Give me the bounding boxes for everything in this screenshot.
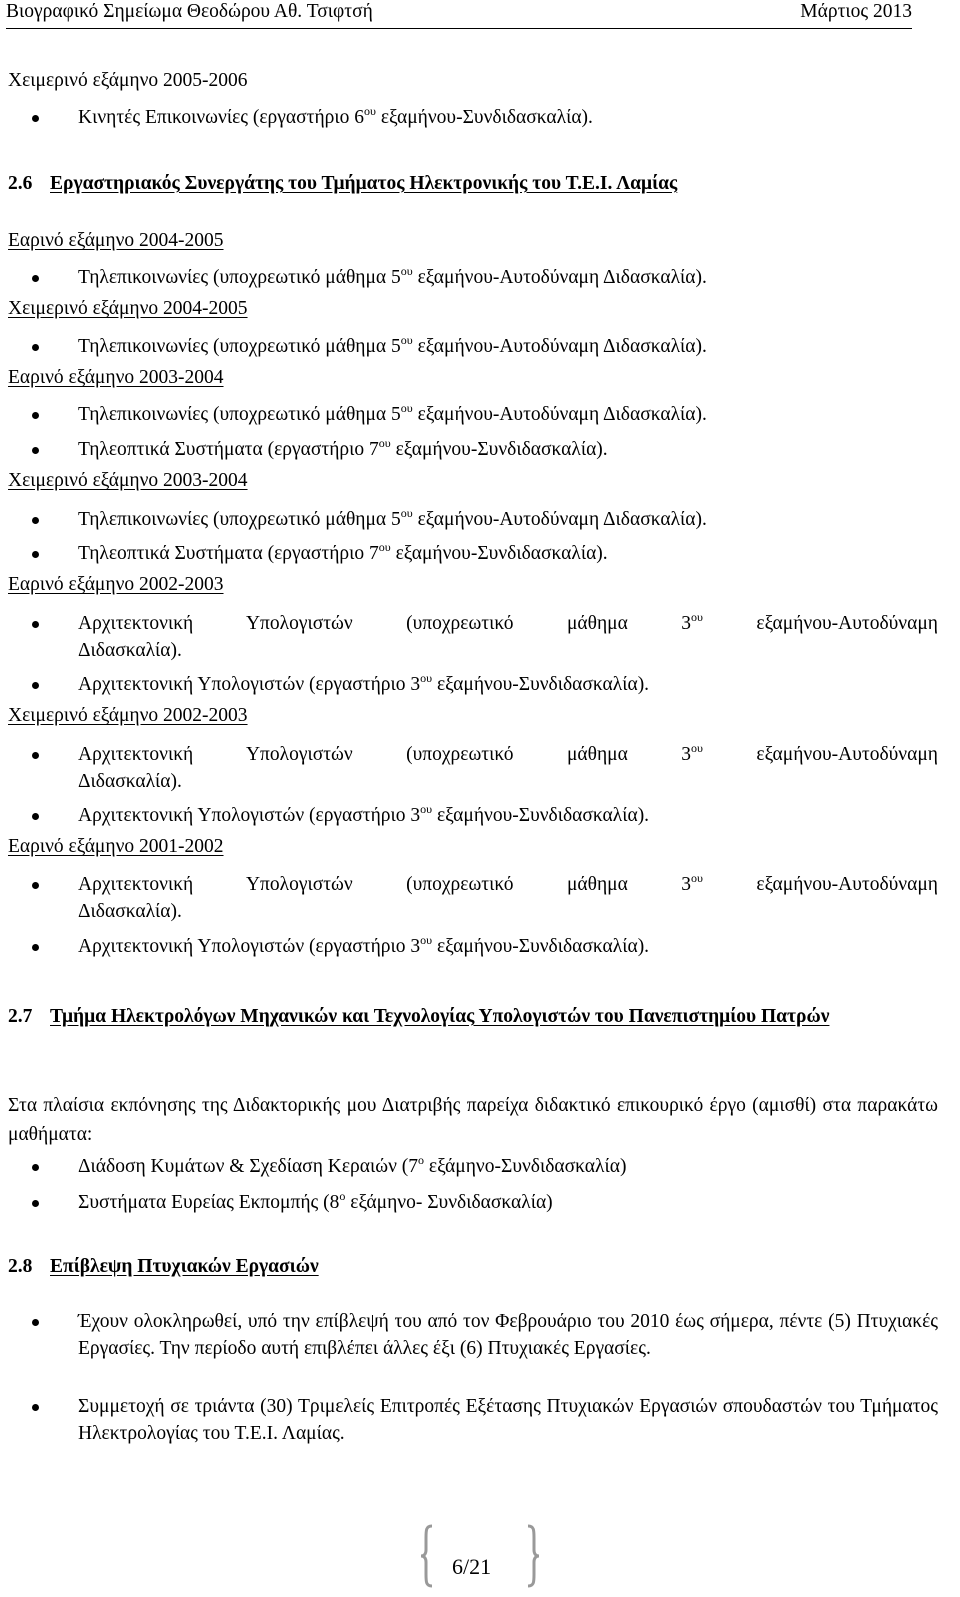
list-item: Κινητές Επικοινωνίες (εργαστήριο $6^{o\upsilon}$ εξαμήνου-Συνδιδασκαλία). xyxy=(78,104,938,131)
bullet-icon xyxy=(32,412,39,419)
header-date: Μάρτιος 2013 xyxy=(800,1,912,22)
list-item: Αρχιτεκτονική Υπολογιστών (υποχρεωτικό μάθημα $3^{o\upsilon}$ εξαμήνου-Αυτοδύναμη Διδασκαλία). xyxy=(78,871,938,925)
semester-label: Χειμερινό εξάμηνο 2002-2003 xyxy=(8,705,248,726)
page-footer xyxy=(420,1524,540,1590)
list-item: Αρχιτεκτονική Υπολογιστών (εργαστήριο $3^{o\upsilon}$ εξαμήνου-Συνδιδασκαλία). xyxy=(78,802,938,829)
semester-label: Εαρινό εξάμηνο 2004-2005 xyxy=(8,230,224,251)
page-header xyxy=(6,0,912,29)
section-title: Εργαστηριακός Συνεργάτης του Τμήματος Ηλεκτρονικής του Τ.Ε.Ι. Λαμίας xyxy=(50,173,678,194)
list-item: Έχουν ολοκληρωθεί, υπό την επίβλεψή του από τον Φεβρουάριο του 2010 έως σήμερα, πέντε (5) Πτυχιακές Εργασίες. Την περίοδο αυτή επιβλέπει άλλες έξι (6) Πτυχιακές Εργασίες. xyxy=(78,1308,938,1362)
right-brace-icon xyxy=(526,1524,540,1588)
bullet-icon xyxy=(32,275,39,282)
bullet-icon xyxy=(32,752,39,759)
list-item: Συμμετοχή σε τριάντα (30) Τριμελείς Επιτροπές Εξέτασης Πτυχιακών Εργασιών σπουδαστών του Τμήματος Ηλεκτρολογίας του Τ.Ε.Ι. Λαμίας. xyxy=(78,1393,938,1447)
paragraph: Στα πλαίσια εκπόνησης της Διδακτορικής μου Διατριβής παρείχα διδακτικό επικουρικό έργο (αμισθί) στα παρακάτω μαθήματα: xyxy=(8,1095,938,1145)
list-item: Αρχιτεκτονική Υπολογιστών (εργαστήριο $3^{o\upsilon}$ εξαμήνου-Συνδιδασκαλία). xyxy=(78,933,938,960)
semester-label: Εαρινό εξάμηνο 2002-2003 xyxy=(8,574,224,595)
section-heading-2-8 xyxy=(8,1253,938,1280)
bullet-icon xyxy=(32,115,39,122)
bullet-icon xyxy=(32,551,39,558)
bullet-icon xyxy=(32,1200,39,1207)
bullet-icon xyxy=(32,1319,39,1326)
semester-label: Χειμερινό εξάμηνο 2004-2005 xyxy=(8,298,248,319)
list-item: Τηλεπικοινωνίες (υποχρεωτικό μάθημα $5^{o\upsilon}$ εξαμήνου-Αυτοδύναμη Διδασκαλία). xyxy=(78,264,938,291)
section-number: 2.6 xyxy=(8,173,33,194)
bullet-icon xyxy=(32,447,39,454)
bullet-icon xyxy=(32,944,39,951)
section-heading-2-6 xyxy=(8,170,938,197)
list-item: Συστήματα Ευρείας Εκπομπής ($8^o$ εξάμηνο- Συνδιδασκαλία) xyxy=(78,1189,938,1216)
page-number: 6/21 xyxy=(452,1554,492,1579)
list-item: Τηλεπικοινωνίες (υποχρεωτικό μάθημα $5^{o\upsilon}$ εξαμήνου-Αυτοδύναμη Διδασκαλία). xyxy=(78,401,938,428)
bullet-icon xyxy=(32,621,39,628)
list-item: Τηλεπικοινωνίες (υποχρεωτικό μάθημα $5^{o\upsilon}$ εξαμήνου-Αυτοδύναμη Διδασκαλία). xyxy=(78,333,938,360)
bullet-icon xyxy=(32,1404,39,1411)
list-item: Τηλεοπτικά Συστήματα (εργαστήριο $7^{o\upsilon}$ εξαμήνου-Συνδιδασκαλία). xyxy=(78,540,938,567)
bullet-icon xyxy=(32,1164,39,1171)
bullet-icon xyxy=(32,517,39,524)
list-item: Διάδοση Κυμάτων & Σχεδίαση Κεραιών ($7^o$ εξάμηνο-Συνδιδασκαλία) xyxy=(78,1153,938,1180)
bullet-icon xyxy=(32,813,39,820)
semester-label: Εαρινό εξάμηνο 2003-2004 xyxy=(8,367,224,388)
list-item: Αρχιτεκτονική Υπολογιστών (υποχρεωτικό μάθημα $3^{o\upsilon}$ εξαμήνου-Αυτοδύναμη Διδασκαλία). xyxy=(78,741,938,795)
section-heading-2-7 xyxy=(8,1003,938,1030)
semester-label: Εαρινό εξάμηνο 2001-2002 xyxy=(8,836,224,857)
section-number: 2.8 xyxy=(8,1256,33,1277)
section-title: Τμήμα Ηλεκτρολόγων Μηχανικών και Τεχνολογίας Υπολογιστών του Πανεπιστημίου Πατρών xyxy=(50,1006,830,1027)
list-item: Τηλεοπτικά Συστήματα (εργαστήριο $7^{o\upsilon}$ εξαμήνου-Συνδιδασκαλία). xyxy=(78,436,938,463)
section-number: 2.7 xyxy=(8,1006,33,1027)
list-item: Αρχιτεκτονική Υπολογιστών (υποχρεωτικό μάθημα $3^{o\upsilon}$ εξαμήνου-Αυτοδύναμη Διδασκαλία). xyxy=(78,610,938,664)
bullet-icon xyxy=(32,344,39,351)
header-title: Βιογραφικό Σημείωμα Θεοδώρου Αθ. Τσιφτσή xyxy=(6,1,373,22)
bullet-icon xyxy=(32,682,39,689)
list-item: Αρχιτεκτονική Υπολογιστών (εργαστήριο $3^{o\upsilon}$ εξαμήνου-Συνδιδασκαλία). xyxy=(78,671,938,698)
left-brace-icon xyxy=(420,1524,434,1588)
semester-label: Χειμερινό εξάμηνο 2005-2006 xyxy=(8,70,248,91)
list-item: Τηλεπικοινωνίες (υποχρεωτικό μάθημα $5^{o\upsilon}$ εξαμήνου-Αυτοδύναμη Διδασκαλία). xyxy=(78,506,938,533)
section-title: Επίβλεψη Πτυχιακών Εργασιών xyxy=(50,1256,319,1277)
bullet-icon xyxy=(32,882,39,889)
semester-label: Χειμερινό εξάμηνο 2003-2004 xyxy=(8,470,248,491)
